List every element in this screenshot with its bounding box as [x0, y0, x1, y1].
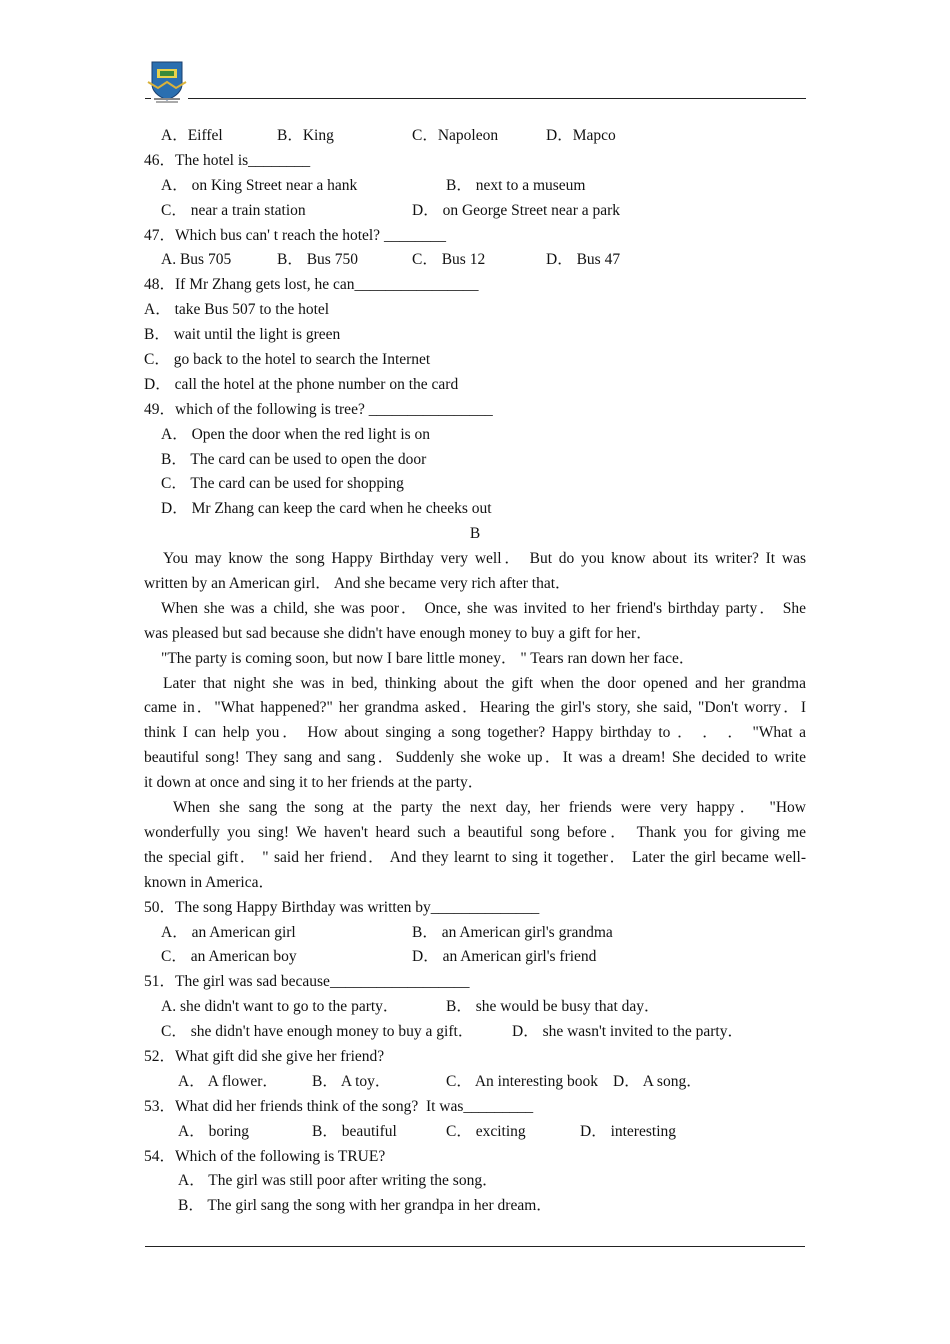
- q53-option-d: D． interesting: [580, 1122, 676, 1140]
- q47-stem: 47．Which bus can' t reach the hotel? ________: [144, 226, 446, 244]
- q52-option-b: B． A toy．: [312, 1072, 391, 1090]
- q49-option-b: B． The card can be used to open the door: [161, 450, 427, 468]
- q49-option-d: D． Mr Zhang can keep the card when he cheeks out: [161, 500, 492, 518]
- q49-option-c: C． The card can be used for shopping: [161, 475, 404, 493]
- passage-p5-line4: known in America．: [144, 873, 275, 891]
- q48-option-a: A． take Bus 507 to the hotel: [144, 301, 330, 319]
- passage-p2-line1: When she was a child, she was poor． Once, she was invited to her friend's birthday party． She: [161, 599, 806, 617]
- q46-options-row1: [144, 174, 806, 199]
- passage-p4-line3: think I can help you． How about singing a song together? Happy birthday to ． ． ． "What a: [144, 724, 806, 742]
- passage-p5-line1: When she sang the song at the party the next day, her friends were very happy． "How: [173, 799, 806, 817]
- q51-options-row1: [144, 995, 806, 1020]
- school-logo: [146, 60, 188, 104]
- q46-option-d: D． on George Street near a park: [412, 201, 621, 219]
- q46-stem: 46．The hotel is________: [144, 151, 311, 169]
- q47-option-b: B． Bus 750: [277, 251, 358, 269]
- q47-option-d: D． Bus 47: [546, 251, 621, 269]
- header-rule-left: [145, 98, 151, 99]
- q53-option-c: C． exciting: [446, 1122, 526, 1140]
- document-body: [144, 124, 806, 1219]
- q52-options: [144, 1070, 806, 1095]
- footer-rule: [145, 1246, 805, 1247]
- header-rule: [188, 98, 806, 99]
- passage-p4-line5: it down at once and sing it to her friends at the party．: [144, 774, 484, 792]
- passage-p5-line2: wonderfully you sing! We haven't heard such a beautiful song before． Thank you for giving me: [144, 823, 806, 841]
- q46-option-c: C． near a train station: [161, 201, 306, 219]
- q46-option-b: B． next to a museum: [446, 176, 586, 194]
- q52-option-a: A． A flower．: [178, 1072, 278, 1090]
- passage-p2-line2: was pleased but sad because she didn't have enough money to buy a gift for her．: [144, 624, 652, 642]
- passage-p3-line1: "The party is coming soon, but now I bare little money． " Tears ran down her face．: [161, 649, 695, 667]
- q51-options-row2: [144, 1020, 806, 1045]
- q50-option-c: C． an American boy: [161, 948, 297, 966]
- q51-option-b: B． she would be busy that day．: [446, 998, 660, 1016]
- q52-stem: 52．What gift did she give her friend?: [144, 1047, 385, 1065]
- q46-options-row2: [144, 199, 806, 224]
- passage-p4-line1: Later that night she was in bed, thinking about the gift when the door opened and her grandma: [163, 674, 806, 692]
- q53-option-a: A． boring: [178, 1122, 250, 1140]
- section-heading: B: [469, 525, 481, 543]
- q54-option-a: A． The girl was still poor after writing the song．: [178, 1172, 498, 1190]
- q54-stem: 54．Which of the following is TRUE?: [144, 1147, 386, 1165]
- q46-option-a: A． on King Street near a hank: [161, 176, 358, 194]
- q48-option-c: C． go back to the hotel to search the Internet: [144, 351, 431, 369]
- q52-option-c: C． An interesting book: [446, 1072, 598, 1090]
- q48-option-b: B． wait until the light is green: [144, 326, 341, 344]
- q54-option-b: B． The girl sang the song with her grandpa in her dream．: [178, 1197, 552, 1215]
- q49-option-a: A． Open the door when the red light is on: [161, 425, 431, 443]
- q50-options-row2: [144, 945, 806, 970]
- q45-option-c: C．Napoleon: [412, 127, 499, 144]
- passage-p5-line3: the special gift． " said her friend． And they learnt to sing it together． Later the girl became well-: [144, 848, 806, 866]
- q52-option-d: D． A song．: [613, 1072, 702, 1090]
- passage-p1-line2: written by an American girl． And she became very rich after that．: [144, 575, 571, 593]
- q45-option-b: B．King: [277, 127, 334, 144]
- q45-option-a: A．Eiffel: [161, 127, 223, 144]
- q49-stem: 49．which of the following is tree? ________________: [144, 400, 493, 418]
- q45-option-d: D．Mapco: [546, 127, 616, 144]
- q48-stem: 48．If Mr Zhang gets lost, he can________________: [144, 276, 479, 294]
- passage-p4-line4: beautiful song! They sang and sang．Suddenly she woke up．It was a dream! She decided to write: [144, 749, 806, 767]
- q50-stem: 50．The song Happy Birthday was written by______________: [144, 898, 540, 916]
- q50-option-b: B． an American girl's grandma: [412, 923, 613, 941]
- passage-p1-line1: You may know the song Happy Birthday very well． But do you know about its writer? It was: [163, 550, 806, 568]
- q50-option-a: A． an American girl: [161, 923, 296, 941]
- q50-option-d: D． an American girl's friend: [412, 948, 597, 966]
- q48-option-d: D． call the hotel at the phone number on the card: [144, 375, 459, 393]
- q50-options-row1: [144, 921, 806, 946]
- q47-options: [144, 248, 806, 273]
- q51-stem: 51．The girl was sad because__________________: [144, 973, 470, 991]
- q47-option-a: A. Bus 705: [161, 251, 232, 269]
- q53-stem: 53．What did her friends think of the song? It was_________: [144, 1097, 534, 1115]
- q47-option-c: C． Bus 12: [412, 251, 486, 269]
- q51-option-a: A. she didn't want to go to the party．: [161, 998, 399, 1016]
- passage-p4-line2: came in．"What happened?" her grandma asked．Hearing the girl's story, she said, "Don't worry．I: [144, 699, 806, 717]
- q45-options: [144, 124, 806, 149]
- q51-option-c: C． she didn't have enough money to buy a gift．: [161, 1023, 474, 1041]
- q53-options: [144, 1120, 806, 1145]
- q53-option-b: B． beautiful: [312, 1122, 397, 1140]
- q51-option-d: D． she wasn't invited to the party．: [512, 1023, 743, 1041]
